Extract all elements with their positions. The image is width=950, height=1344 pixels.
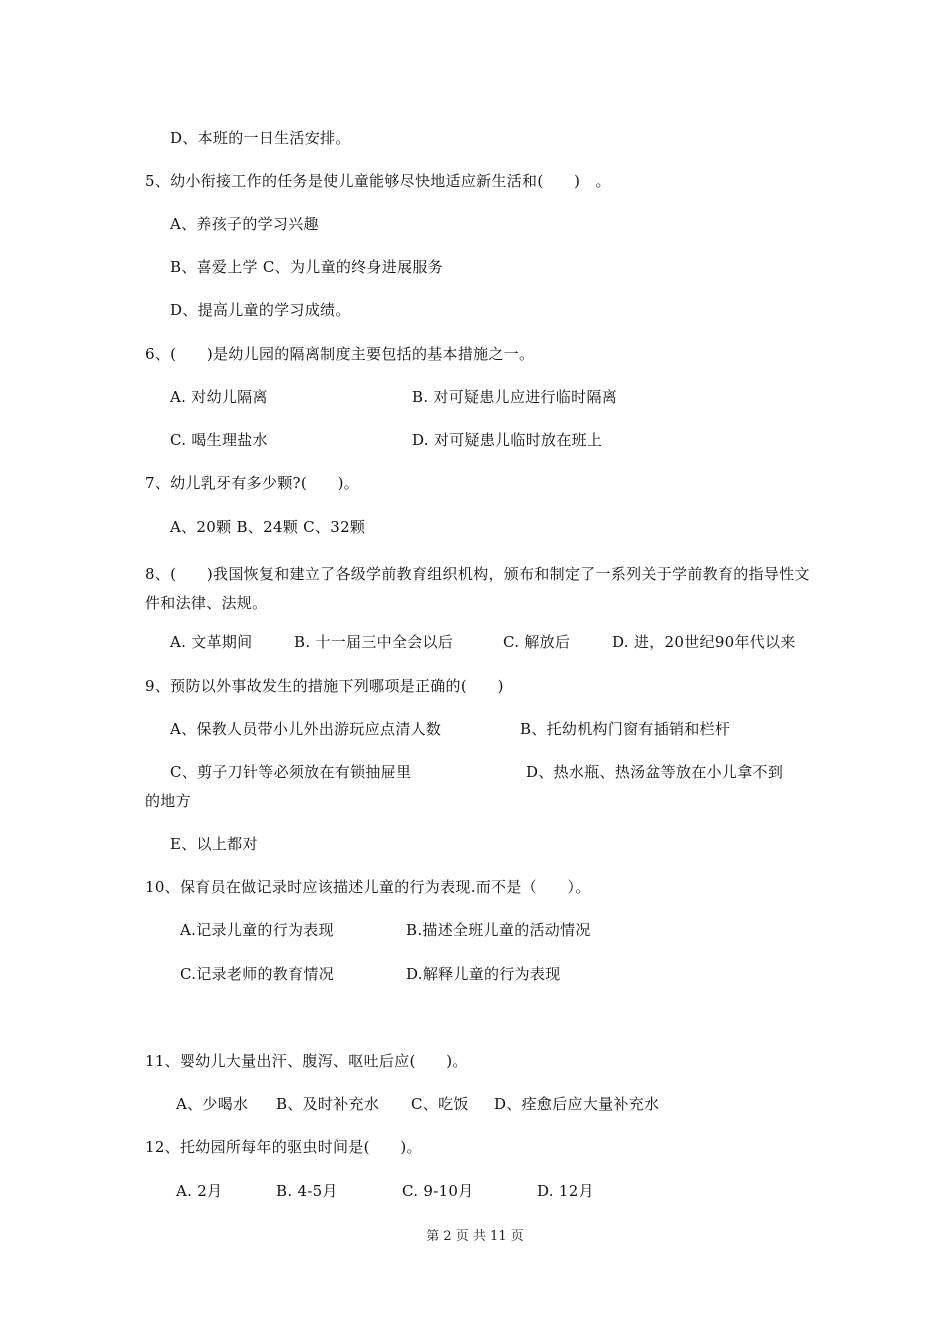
q6-option-a: A. 对幼儿隔离 [170,388,268,406]
question-5: 5、幼小衔接工作的任务是使儿童能够尽快地适应新生活和( ) 。 [145,172,611,190]
q9-option-a: A、保教人员带小儿外出游玩应点清人数 [170,720,442,738]
q11-option-b: B、及时补充水 [276,1095,380,1113]
q9-option-b: B、托幼机构门窗有插销和栏杆 [520,720,731,738]
q10-option-a: A.记录儿童的行为表现 [180,921,334,939]
question-7: 7、幼儿乳牙有多少颗?( )。 [145,474,360,492]
page-footer: 第 2 页 共 11 页 [426,1229,524,1244]
q6-option-c: C. 喝生理盐水 [170,431,268,449]
q11-option-d: D、痊愈后应大量补充水 [494,1095,660,1113]
q10-option-b: B.描述全班儿童的活动情况 [406,921,591,939]
q4-option-d: D、本班的一日生活安排。 [170,129,351,147]
q5-option-bc: B、喜爱上学 C、为儿童的终身进展服务 [170,258,443,276]
q8-option-d: D. 进，20世纪90年代以来 [612,633,796,651]
question-11: 11、婴幼儿大量出汗、腹泻、呕吐后应( )。 [145,1052,468,1070]
q9-option-d-continued: 的地方 [145,792,191,810]
q7-options: A、20颗 B、24颗 C、32颗 [170,518,366,536]
q8-option-a: A. 文革期间 [170,633,253,651]
q11-option-c: C、吃饭 [411,1095,469,1113]
q9-option-e: E、以上都对 [170,835,258,853]
q10-option-c: C.记录老师的教育情况 [180,965,335,983]
q12-option-d: D. 12月 [537,1182,594,1200]
q8-option-b: B. 十一届三中全会以后 [294,633,454,651]
q10-option-d: D.解释儿童的行为表现 [406,965,561,983]
question-6: 6、( )是幼儿园的隔离制度主要包括的基本措施之一。 [145,345,535,363]
q5-option-d: D、提高儿童的学习成绩。 [170,301,351,319]
q9-option-d: D、热水瓶、热汤盆等放在小儿拿不到 [526,763,784,781]
q12-option-b: B. 4-5月 [276,1182,338,1200]
question-9: 9、预防以外事故发生的措施下列哪项是正确的( ) [145,677,504,695]
q12-option-a: A. 2月 [176,1182,223,1200]
q12-option-c: C. 9-10月 [402,1182,474,1200]
q5-option-a: A、养孩子的学习兴趣 [170,215,319,233]
question-10: 10、保育员在做记录时应该描述儿童的行为表现.而不是（ ）。 [145,878,591,896]
q6-option-b: B. 对可疑患儿应进行临时隔离 [412,388,618,406]
q11-option-a: A、少喝水 [176,1095,249,1113]
question-8: 8、( )我国恢复和建立了各级学前教育组织机构，颁布和制定了一系列关于学前教育的指导性文件和法律、法规。 [145,565,810,612]
q9-option-c: C、剪子刀针等必须放在有锁抽屉里 [170,763,412,781]
question-12: 12、托幼园所每年的驱虫时间是( )。 [145,1138,422,1156]
q8-option-c: C. 解放后 [503,633,571,651]
q6-option-d: D. 对可疑患儿临时放在班上 [412,431,603,449]
